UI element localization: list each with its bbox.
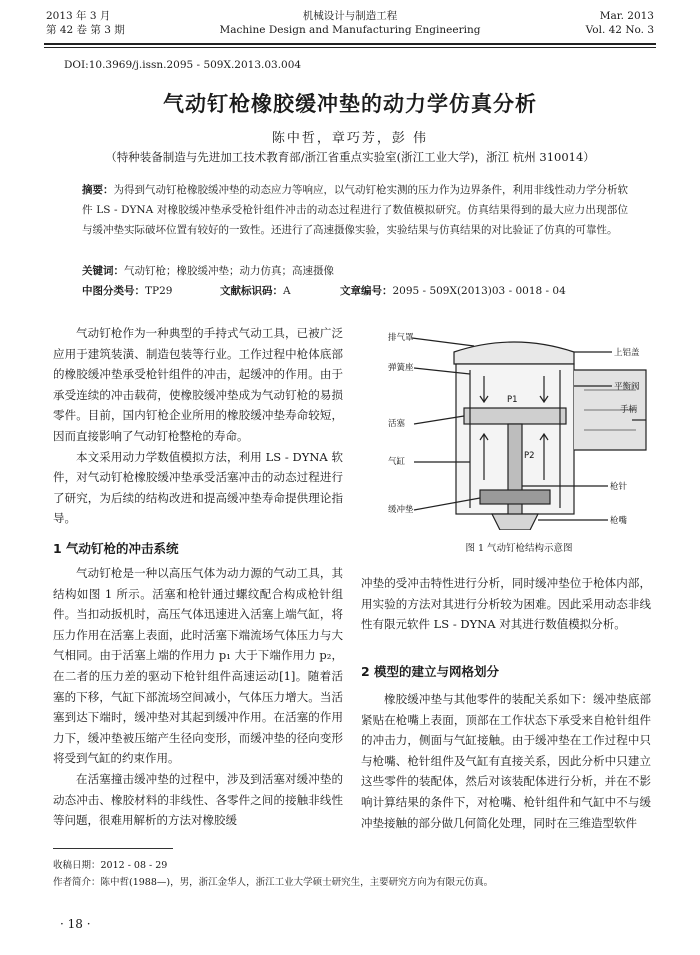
buffer-pad [480, 490, 550, 504]
paper-title: 气动钉枪橡胶缓冲垫的动力学仿真分析 [163, 92, 537, 116]
author-bio: 作者简介：陈中哲(1988—)，男，浙江金华人，浙江工业大学硕士研究生，主要研究方向为有限元仿真。 [53, 877, 494, 888]
abstract-text: 为得到气动钉枪橡胶缓冲垫的动态应力等响应，以气动钉枪实测的压力作为边界条件，利用非线性动力学分析软件 LS - DYNA 对橡胶缓冲垫承受枪针组件冲击的动态过程进行了数值模拟研究。仿真结果得到的最大应力出现部位与缓冲垫实际破坏位置有较好的一致性。还进行了高速摄像实验，实验结果与仿真结果的对比验证了仿真的可靠性。 [82, 184, 628, 236]
article-value: 2095 - 509X(2013)03 - 0018 - 04 [392, 285, 566, 297]
figure-1-caption: 图 1 气动钉枪结构示意图 [465, 543, 573, 554]
keywords-label: 关键词： [82, 265, 124, 277]
header-volume: 第 42 卷 第 3 期 [46, 24, 125, 36]
label-nozzle: 枪嘴 [610, 516, 628, 526]
label-cylinder: 气缸 [388, 457, 406, 467]
doi: DOI:10.3969/j.issn.2095 - 509X.2013.03.004 [64, 59, 302, 71]
keywords-text: 气动钉枪；橡胶缓冲垫；动力仿真；高速摄像 [124, 265, 334, 277]
intro-paragraph-2: 本文采用动力学数值模拟方法，利用 LS - DYNA 软件，对气动钉枪橡胶缓冲垫承受活塞冲击的动态过程进行了研究，为后续的结构改进和提高缓冲垫寿命提供理论指导。 [53, 449, 343, 526]
doc-value: A [283, 285, 291, 297]
section-1-paragraph-2-cont: 冲垫的受冲击特性进行分析，同时缓冲垫位于枪体内部，用实验的方法对其进行分析较为困难。因此采用动态非线性有限元软件 LS - DYNA 对其进行数值模拟分析。 [361, 576, 651, 632]
doc-code [220, 283, 291, 298]
affiliation: （特种装备制造与先进加工技术教育部/浙江省重点实验室(浙江工业大学)，浙江 杭州 310014） [105, 150, 595, 164]
abstract [82, 180, 628, 240]
figure-1-diagram [384, 330, 654, 530]
journal-name-en: Machine Design and Manufacturing Engineering [219, 24, 481, 36]
journal-issue [586, 9, 654, 37]
abstract-label: 摘要： [82, 184, 114, 196]
label-piston: 活塞 [388, 419, 406, 429]
doc-label: 文献标识码： [220, 285, 283, 297]
label-cap: 上铝盖 [614, 348, 640, 358]
label-p1: P1 [507, 395, 518, 405]
leader-exhaust [412, 338, 474, 346]
piston-head [464, 408, 566, 424]
header-date-en: Mar. 2013 [599, 10, 654, 22]
article-label: 文章编号： [340, 285, 393, 297]
clc-code [82, 283, 172, 298]
keywords [82, 263, 334, 278]
header-rule-thin [44, 47, 656, 48]
footnote-rule [53, 848, 173, 849]
page-number: · 18 · [60, 917, 91, 931]
label-p2: P2 [524, 451, 535, 461]
label-valve: 平衡阀 [614, 382, 640, 392]
authors: 陈中哲，章巧芳，彭 伟 [271, 131, 429, 146]
clc-label: 中图分类号： [82, 285, 145, 297]
label-spring-seat: 弹簧座 [388, 363, 414, 373]
needle-shape [508, 424, 522, 528]
section-1-paragraph-2: 在活塞撞击缓冲垫的过程中，涉及到活塞对缓冲垫的动态冲击、橡胶材料的非线性、各零件之间的接触非线性等问题，很难用解析的方法对橡胶缓 [53, 771, 343, 828]
article-number [340, 283, 566, 298]
section-1-text [53, 563, 343, 831]
label-needle: 枪针 [610, 482, 628, 492]
header-volume-en: Vol. 42 No. 3 [585, 24, 654, 36]
header-date: 2013 年 3 月 [46, 10, 111, 22]
header-rule-thick [44, 43, 656, 45]
section-1-heading: 1 气动钉枪的冲击系统 [53, 541, 179, 556]
section-1-paragraph-1: 气动钉枪是一种以高压气体为动力源的气动工具，其结构如图 1 所示。活塞和枪针通过螺纹配合构成枪针组件。当扣动扳机时，高压气体迅速进入活塞上端气缸，将压力作用在活塞上表面，此时活塞下端流场气体压力与大气相同。由于活塞上端的作用力 p₁ 大于下端作用力 p₂，在二者的压力差的驱动下枪针组件高速运动[1]。随着活塞的下移，气缸下部流场空间减小，气体压力增大。当活塞到达下端时，缓冲垫对其起到缓冲作用。在活塞的作用力下，缓冲垫被压缩产生径向变形，而缓冲垫的径向变形将受到气缸的约束作用。 [53, 566, 343, 766]
nozzle-shape [492, 514, 538, 530]
section-2-paragraph-1: 橡胶缓冲垫与其他零件的装配关系如下：缓冲垫底部紧贴在枪嘴上表面，顶部在工作状态下承受来自枪针组件的冲击力，侧面与气缸接触。由于缓冲垫在工作过程中只与枪嘴、枪针组件及气缸有直接关系，因此分析中只建立这些零件的装配体，然后对该装配体进行分析，并在不影响计算结果的条件下，对枪嘴、枪针组件和气缸中不与缓冲垫接触的部分做几何简化处理，同时在三维造型软件 [361, 692, 651, 830]
intro-text [53, 323, 343, 529]
journal-name-cn: 机械设计与制造工程 [302, 10, 398, 22]
label-buffer: 缓冲垫 [388, 505, 414, 515]
label-handle: 手柄 [620, 405, 638, 415]
label-exhaust: 排气罩 [388, 333, 414, 343]
received-date: 收稿日期：2012 - 08 - 29 [53, 860, 168, 871]
section-1-continued [361, 573, 651, 635]
section-2-text [361, 689, 651, 833]
clc-value: TP29 [145, 285, 173, 297]
intro-paragraph-1: 气动钉枪作为一种典型的手持式气动工具，已被广泛应用于建筑装潢、制造包装等行业。工作过程中枪体底部的橡胶缓冲垫承受枪针组件的冲击，起缓冲的作用。由于承受连续的冲击载荷，使橡胶缓冲垫成为气动钉枪的易损零件。目前，国内钉枪企业所用的橡胶缓冲垫寿命较短，因而直接影响了气动钉枪整枪的寿命。 [53, 326, 343, 443]
section-2-heading: 2 模型的建立与网格划分 [361, 664, 500, 679]
